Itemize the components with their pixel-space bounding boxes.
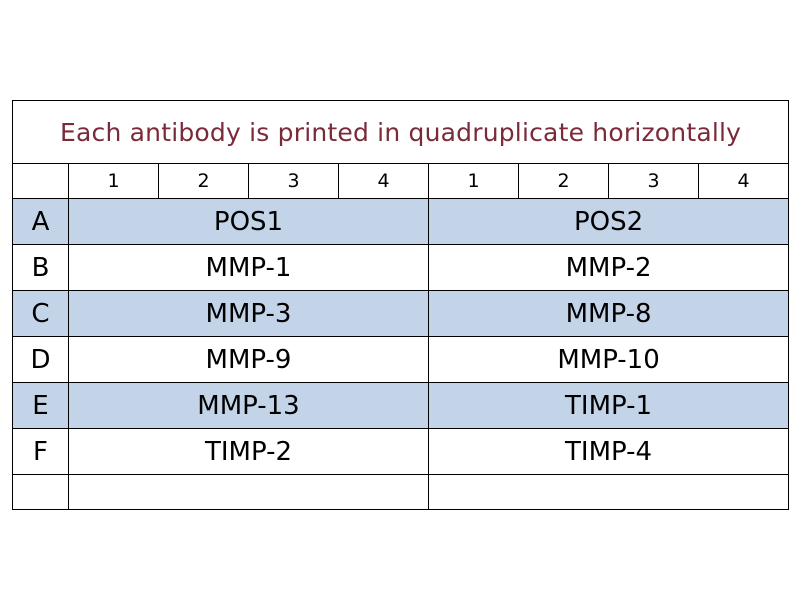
column-header-4b: 4 [699,164,789,199]
column-header-1a: 1 [69,164,159,199]
column-number-row [13,164,789,199]
column-header-2b: 2 [519,164,609,199]
row-letter-f: F [13,429,69,475]
analyte-cell-d-left: MMP-9 [69,337,429,383]
column-header-3b: 3 [609,164,699,199]
column-header-1b: 1 [429,164,519,199]
analyte-cell-e-right: TIMP-1 [429,383,789,429]
analyte-cell-e-left: MMP-13 [69,383,429,429]
table-row [13,429,789,475]
diagram-title: Each antibody is printed in quadruplicate horizontally [13,101,789,164]
table-row [13,199,789,245]
analyte-cell-f-left: TIMP-2 [69,429,429,475]
row-letter-d: D [13,337,69,383]
analyte-cell-f-right: TIMP-4 [429,429,789,475]
analyte-cell-b-left: MMP-1 [69,245,429,291]
table-row [13,245,789,291]
antibody-array-layout-table [12,100,789,510]
analyte-cell-c-left: MMP-3 [69,291,429,337]
analyte-cell-b-right: MMP-2 [429,245,789,291]
analyte-cell-c-right: MMP-8 [429,291,789,337]
row-letter-b: B [13,245,69,291]
bottom-spacer-left-cell [69,475,429,510]
column-header-2a: 2 [159,164,249,199]
title-row [13,101,789,164]
table-bottom-spacer-row [13,475,789,510]
row-letter-c: C [13,291,69,337]
bottom-spacer-right-cell [429,475,789,510]
row-letter-e: E [13,383,69,429]
column-header-4a: 4 [339,164,429,199]
table-row [13,337,789,383]
analyte-cell-a-left: POS1 [69,199,429,245]
analyte-cell-a-right: POS2 [429,199,789,245]
analyte-cell-d-right: MMP-10 [429,337,789,383]
corner-cell [13,164,69,199]
table-row [13,291,789,337]
bottom-spacer-letter-cell [13,475,69,510]
table-row [13,383,789,429]
column-header-3a: 3 [249,164,339,199]
row-letter-a: A [13,199,69,245]
